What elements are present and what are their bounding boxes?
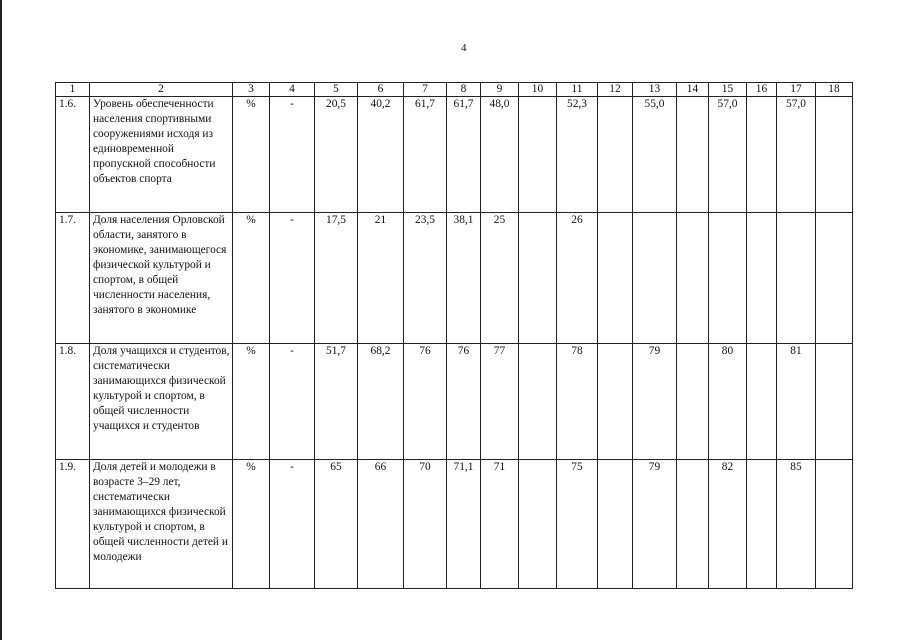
value-cell: 81 bbox=[777, 344, 816, 460]
table-row bbox=[56, 344, 853, 460]
column-header: 7 bbox=[404, 83, 447, 97]
row-number: 1.9. bbox=[56, 460, 90, 589]
value-cell bbox=[598, 344, 633, 460]
value-cell bbox=[816, 97, 853, 213]
value-cell bbox=[777, 213, 816, 344]
column-header: 15 bbox=[709, 83, 747, 97]
value-cell bbox=[519, 213, 557, 344]
column-header: 13 bbox=[633, 83, 677, 97]
indicator-name: Уровень обеспеченности населения спортивными сооружениями исходя из единовременной пропускной способности объектов спорта bbox=[90, 97, 233, 213]
value-cell: 68,2 bbox=[358, 344, 404, 460]
value-cell: 66 bbox=[358, 460, 404, 589]
value-cell bbox=[747, 97, 777, 213]
table-row bbox=[56, 213, 853, 344]
value-cell: 76 bbox=[404, 344, 447, 460]
column-header: 4 bbox=[270, 83, 315, 97]
value-cell: 65 bbox=[315, 460, 358, 589]
column-header: 10 bbox=[519, 83, 557, 97]
indicators-table bbox=[55, 82, 853, 589]
column-header: 1 bbox=[56, 83, 90, 97]
value-cell: 48,0 bbox=[481, 97, 519, 213]
value-cell bbox=[747, 213, 777, 344]
value-cell: 51,7 bbox=[315, 344, 358, 460]
page-number: 4 bbox=[461, 42, 467, 54]
value-cell bbox=[747, 460, 777, 589]
column-header: 8 bbox=[447, 83, 481, 97]
indicator-name: Доля детей и молодежи в возрасте 3–29 лет, систематически занимающихся физической культурой и спортом, в общей численности детей и молодежи bbox=[90, 460, 233, 589]
value-cell: 57,0 bbox=[709, 97, 747, 213]
indicator-name: Доля учащихся и студентов, систематически занимающихся физической культурой и спортом, в общей численности учащихся и студентов bbox=[90, 344, 233, 460]
value-cell: 21 bbox=[358, 213, 404, 344]
column-header: 9 bbox=[481, 83, 519, 97]
unit-cell: % bbox=[233, 344, 270, 460]
value-cell: 80 bbox=[709, 344, 747, 460]
row-number: 1.8. bbox=[56, 344, 90, 460]
row-number: 1.7. bbox=[56, 213, 90, 344]
row-number: 1.6. bbox=[56, 97, 90, 213]
value-cell: 40,2 bbox=[358, 97, 404, 213]
value-cell: 79 bbox=[633, 344, 677, 460]
value-cell bbox=[677, 460, 709, 589]
value-cell bbox=[709, 213, 747, 344]
value-cell bbox=[816, 460, 853, 589]
value-cell: 57,0 bbox=[777, 97, 816, 213]
value-cell bbox=[598, 460, 633, 589]
table-header-row bbox=[56, 83, 853, 97]
value-cell: 38,1 bbox=[447, 213, 481, 344]
value-cell: 75 bbox=[557, 460, 598, 589]
column-header: 17 bbox=[777, 83, 816, 97]
column-header: 2 bbox=[90, 83, 233, 97]
column-header: 16 bbox=[747, 83, 777, 97]
table-row bbox=[56, 97, 853, 213]
value-cell bbox=[633, 213, 677, 344]
value-cell: 85 bbox=[777, 460, 816, 589]
value-cell: 23,5 bbox=[404, 213, 447, 344]
value-cell bbox=[816, 344, 853, 460]
column-header: 6 bbox=[358, 83, 404, 97]
unit-cell: % bbox=[233, 213, 270, 344]
column-header: 11 bbox=[557, 83, 598, 97]
value-cell: 76 bbox=[447, 344, 481, 460]
page-left-edge-line bbox=[0, 0, 2, 640]
value-cell: 25 bbox=[481, 213, 519, 344]
value-cell bbox=[677, 344, 709, 460]
value-cell: 26 bbox=[557, 213, 598, 344]
column-header: 14 bbox=[677, 83, 709, 97]
value-cell: 78 bbox=[557, 344, 598, 460]
value-cell bbox=[816, 213, 853, 344]
value-cell bbox=[747, 344, 777, 460]
column-header: 5 bbox=[315, 83, 358, 97]
value-cell: 61,7 bbox=[447, 97, 481, 213]
value-cell: 20,5 bbox=[315, 97, 358, 213]
value-cell bbox=[519, 97, 557, 213]
value-cell: - bbox=[270, 460, 315, 589]
value-cell bbox=[598, 97, 633, 213]
value-cell: - bbox=[270, 213, 315, 344]
unit-cell: % bbox=[233, 97, 270, 213]
unit-cell: % bbox=[233, 460, 270, 589]
value-cell bbox=[677, 97, 709, 213]
column-header: 18 bbox=[816, 83, 853, 97]
indicator-name: Доля населения Орловской области, занятого в экономике, занимающегося физической культурой и спортом, в общей численности населения, занятого в экономике bbox=[90, 213, 233, 344]
column-header: 3 bbox=[233, 83, 270, 97]
value-cell bbox=[519, 344, 557, 460]
value-cell: 52,3 bbox=[557, 97, 598, 213]
column-header: 12 bbox=[598, 83, 633, 97]
value-cell: 17,5 bbox=[315, 213, 358, 344]
table-row bbox=[56, 460, 853, 589]
value-cell: 82 bbox=[709, 460, 747, 589]
value-cell: 70 bbox=[404, 460, 447, 589]
value-cell: 71,1 bbox=[447, 460, 481, 589]
value-cell: 61,7 bbox=[404, 97, 447, 213]
value-cell: - bbox=[270, 97, 315, 213]
value-cell: 71 bbox=[481, 460, 519, 589]
value-cell: 79 bbox=[633, 460, 677, 589]
value-cell bbox=[677, 213, 709, 344]
value-cell: 77 bbox=[481, 344, 519, 460]
value-cell: - bbox=[270, 344, 315, 460]
value-cell: 55,0 bbox=[633, 97, 677, 213]
value-cell bbox=[598, 213, 633, 344]
value-cell bbox=[519, 460, 557, 589]
